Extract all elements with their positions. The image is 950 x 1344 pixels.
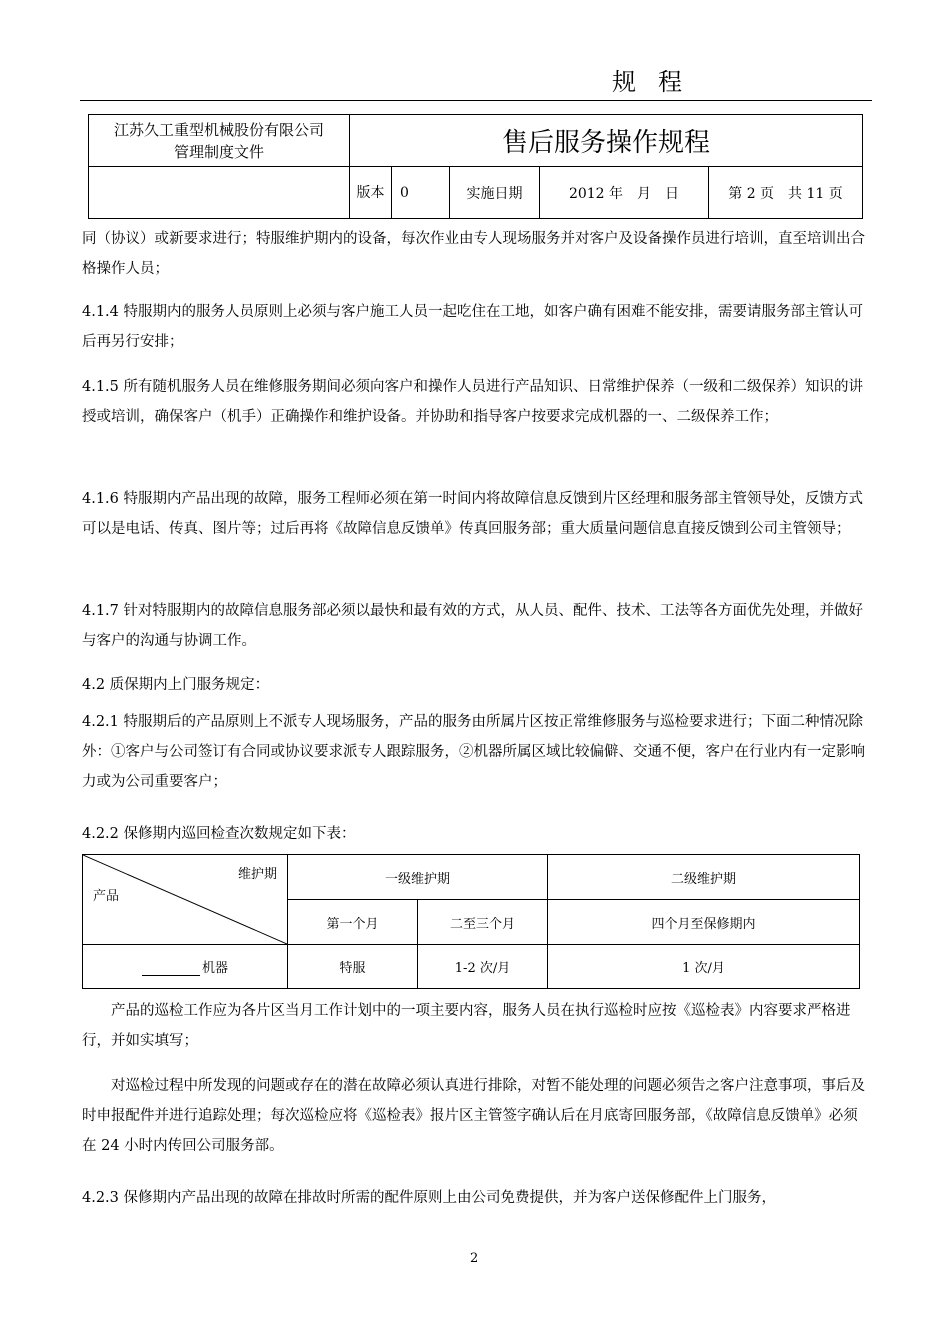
inspection-schedule-table [82,854,860,989]
page-number: 2 [470,1251,479,1266]
date-label: 实施日期 [450,167,540,219]
company-cell [89,115,350,167]
second-third-month-header: 二至三个月 [418,900,548,945]
first-month-value: 特服 [288,945,418,989]
paragraph-4-1-4: 4.1.4 特服期内的服务人员原则上必须与客户施工人员一起吃住在工地，如客户确有困难不能安排，需要请服务部主管认可后再另行安排； [82,304,863,350]
document-type-label: 规程 [612,68,704,96]
paragraph-4-1-5: 4.1.5 所有随机服务人员在维修服务期间必须向客户和操作人员进行产品知识、日常维护保养（一级和二级保养）知识的讲授或培训，确保客户（机手）正确操作和维护设备。并协助和指导客户按要求完成机器的一、二级保养工作； [82,379,863,425]
product-axis-label: 产品 [93,889,120,904]
level2-header: 二级维护期 [548,855,860,900]
fourth-month-to-end-value: 1 次/月 [548,945,860,989]
header-rule [80,100,872,101]
paragraph-inspection-work: 产品的巡检工作应为各片区当月工作计划中的一项主要内容，服务人员在执行巡检时应按《巡检表》内容要求严格进行，并如实填写； [82,1003,851,1049]
paragraph-4-2-1: 4.2.1 特服期后的产品原则上不派专人现场服务，产品的服务由所属片区按正常维修服务与巡检要求进行；下面二种情况除外：①客户与公司签订有合同或协议要求派专人跟踪服务，②机器所属区域比较偏僻、交通不便，客户在行业内有一定影响力或为公司重要客户； [82,714,865,790]
blank-cell [89,167,350,219]
second-third-month-value: 1-2 次/月 [418,945,548,989]
paragraph-fault-handling: 对巡检过程中所发现的问题或存在的潜在故障必须认真进行排除，对暂不能处理的问题必须告之客户注意事项，事后及时申报配件并进行追踪处理；每次巡检应将《巡检表》报片区主管签字确认后在月底寄回服务部，《故障信息反馈单》必须在 24 小时内传回公司服务部。 [82,1078,865,1154]
doc-category: 管理制度文件 [173,142,264,161]
company-name: 江苏久工重型机械股份有限公司 [113,120,324,139]
page-info: 第 2 页 共 11 页 [709,167,863,219]
diagonal-header-cell [83,855,288,945]
level1-header: 一级维护期 [288,855,548,900]
machine-label-text: 机器 [201,961,228,976]
paragraph-4-1-6: 4.1.6 特服期内产品出现的故障，服务工程师必须在第一时间内将故障信息反馈到片区经理和服务部主管领导处，反馈方式可以是电话、传真、图片等；过后再将《故障信息反馈单》传真回服务部；重大质量问题信息直接反馈到公司主管领导； [82,491,863,537]
version-value: 0 [392,167,450,219]
fill-in-blank-line [142,961,200,976]
paragraph-4-1-7: 4.1.7 针对特服期内的故障信息服务部必须以最快和最有效的方式，从人员、配件、技术、工法等各方面优先处理，并做好与客户的沟通与协调工作。 [82,603,863,649]
document-title: 售后服务操作规程 [350,115,863,167]
paragraph-4-2-2: 4.2.2 保修期内巡回检查次数规定如下表： [82,826,356,842]
first-month-header: 第一个月 [288,900,418,945]
paragraph-continuation: 同（协议）或新要求进行；特服维护期内的设备，每次作业由专人现场服务并对客户及设备操作员进行培训，直至培训出合格操作人员； [82,231,865,277]
fourth-month-to-end-header: 四个月至保修期内 [548,900,860,945]
maintenance-period-axis-label: 维护期 [237,867,277,882]
machine-row-label [83,945,288,989]
version-label: 版本 [350,167,392,219]
date-value: 2012 年 月 日 [540,167,709,219]
section-4-2-heading: 4.2 质保期内上门服务规定： [82,677,270,693]
document-header-table [88,114,863,219]
paragraph-4-2-3: 4.2.3 保修期内产品出现的故障在排故时所需的配件原则上由公司免费提供，并为客户送保修配件上门服务， [82,1190,776,1206]
